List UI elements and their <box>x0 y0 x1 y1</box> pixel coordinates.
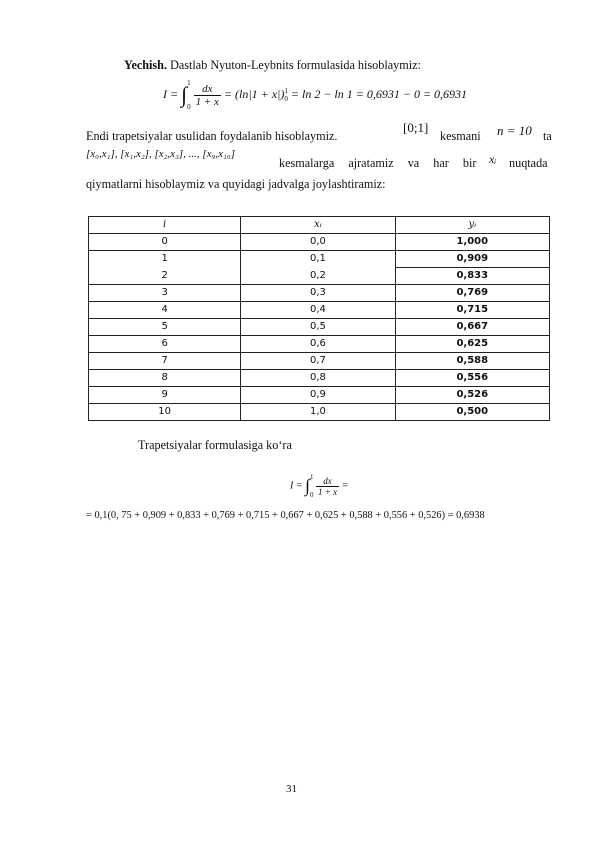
cell-i: 7 <box>89 353 241 370</box>
cell-y: 0,500 <box>395 404 549 421</box>
trapezoid-computation: = 0,1(0, 75 + 0,909 + 0,833 + 0,769 + 0,715 + 0,667 + 0,625 + 0,588 + 0,556 + 0,526) = 0,6938 <box>86 510 485 521</box>
cell-y: 0,909 <box>395 251 549 268</box>
formula2-lhs: I = <box>290 480 303 492</box>
cell-y: 0,833 <box>395 268 549 285</box>
kesmalarga-text: kesmalarga ajratamiz va har bir <box>279 156 477 170</box>
solution-intro-text: Dastlab Nyuton-Leybnits formulasida hisoblaymiz: <box>167 58 421 72</box>
solution-label: Yechish. <box>124 58 168 72</box>
integral-sign: ∫ <box>305 475 311 496</box>
n-expression: n = 10 <box>497 123 532 138</box>
cell-x: 0,8 <box>241 370 395 387</box>
paragraph-line-1 <box>86 128 556 144</box>
cell-i: 8 <box>89 370 241 387</box>
cell-x: 0,4 <box>241 302 395 319</box>
cell-y: 0,556 <box>395 370 549 387</box>
cell-x: 0,9 <box>241 387 395 404</box>
cell-x: 0,0 <box>241 234 395 251</box>
formula1-numerator: dx <box>194 83 221 96</box>
formula1-fraction <box>194 83 221 108</box>
cell-y: 0,715 <box>395 302 549 319</box>
formula2-upper-limit: 1 <box>310 473 314 481</box>
cell-x: 1,0 <box>241 404 395 421</box>
cell-i: 10 <box>89 404 241 421</box>
formula1-upper-limit: 1 <box>187 79 191 87</box>
trapezoid-label: Trapetsiyalar formulasiga ko‘ra <box>138 438 292 452</box>
formula1-eval-lower: 0 <box>284 95 288 103</box>
header-xi: xᵢ <box>241 217 395 234</box>
interval-expression: [0;1] <box>403 120 429 135</box>
cell-x: 0,7 <box>241 353 395 370</box>
cell-y: 0,769 <box>395 285 549 302</box>
cell-i: 6 <box>89 336 241 353</box>
cell-y: 0,667 <box>395 319 549 336</box>
cell-x: 0,2 <box>241 268 395 285</box>
formula2-equals: = <box>341 480 349 492</box>
cell-x: 0,1 <box>241 251 395 268</box>
solution-heading <box>124 57 421 73</box>
cell-i: 2 <box>89 268 241 285</box>
cell-i: 4 <box>89 302 241 319</box>
cell-y: 1,000 <box>395 234 549 251</box>
header-yi: yᵢ <box>395 217 549 234</box>
values-table <box>88 216 550 421</box>
ta-text: ta <box>543 129 552 143</box>
segments-expression: [x₀,x₁], [x₁,x₂], [x₂,x₃], ..., [x₉,x₁₀] <box>86 148 235 160</box>
cell-i: 1 <box>89 251 241 268</box>
formula1-eval-upper: 1 <box>284 87 288 95</box>
formula2-denominator: 1 + x <box>318 486 338 497</box>
formula1-lhs: I = <box>163 86 179 101</box>
cell-i: 5 <box>89 319 241 336</box>
formula2-numerator: dx <box>316 476 339 487</box>
trapezoid-integral <box>290 473 348 499</box>
xi-expression: xᵢ <box>489 152 497 166</box>
paragraph-line-3: qiymatlarni hisoblaymiz va quyidagi jadvalga joylashtiramiz: <box>86 177 386 191</box>
header-i: i <box>89 217 241 234</box>
cell-y: 0,526 <box>395 387 549 404</box>
cell-x: 0,5 <box>241 319 395 336</box>
nuqtada-text: nuqtada <box>509 156 548 170</box>
paragraph-text-1: Endi trapetsiyalar usulidan foydalanib hisoblaymiz. <box>86 129 338 143</box>
cell-y: 0,588 <box>395 353 549 370</box>
formula1-result: = ln 2 − ln 1 = 0,6931 − 0 = 0,6931 <box>290 86 468 101</box>
cell-x: 0,6 <box>241 336 395 353</box>
page-number: 31 <box>286 783 297 795</box>
cell-i: 3 <box>89 285 241 302</box>
formula2-lower-limit: 0 <box>310 491 314 499</box>
cell-x: 0,3 <box>241 285 395 302</box>
formula1-antiderivative: = (ln|1 + x|) <box>223 86 285 101</box>
formula1-lower-limit: 0 <box>187 103 191 111</box>
formula1-denominator: 1 + x <box>195 95 219 108</box>
formula2-fraction <box>316 476 339 497</box>
kesmani-text: kesmani <box>440 129 481 143</box>
cell-i: 9 <box>89 387 241 404</box>
newton-leibniz-formula <box>163 78 467 112</box>
cell-i: 0 <box>89 234 241 251</box>
integral-sign: ∫ <box>181 82 188 107</box>
cell-y: 0,625 <box>395 336 549 353</box>
